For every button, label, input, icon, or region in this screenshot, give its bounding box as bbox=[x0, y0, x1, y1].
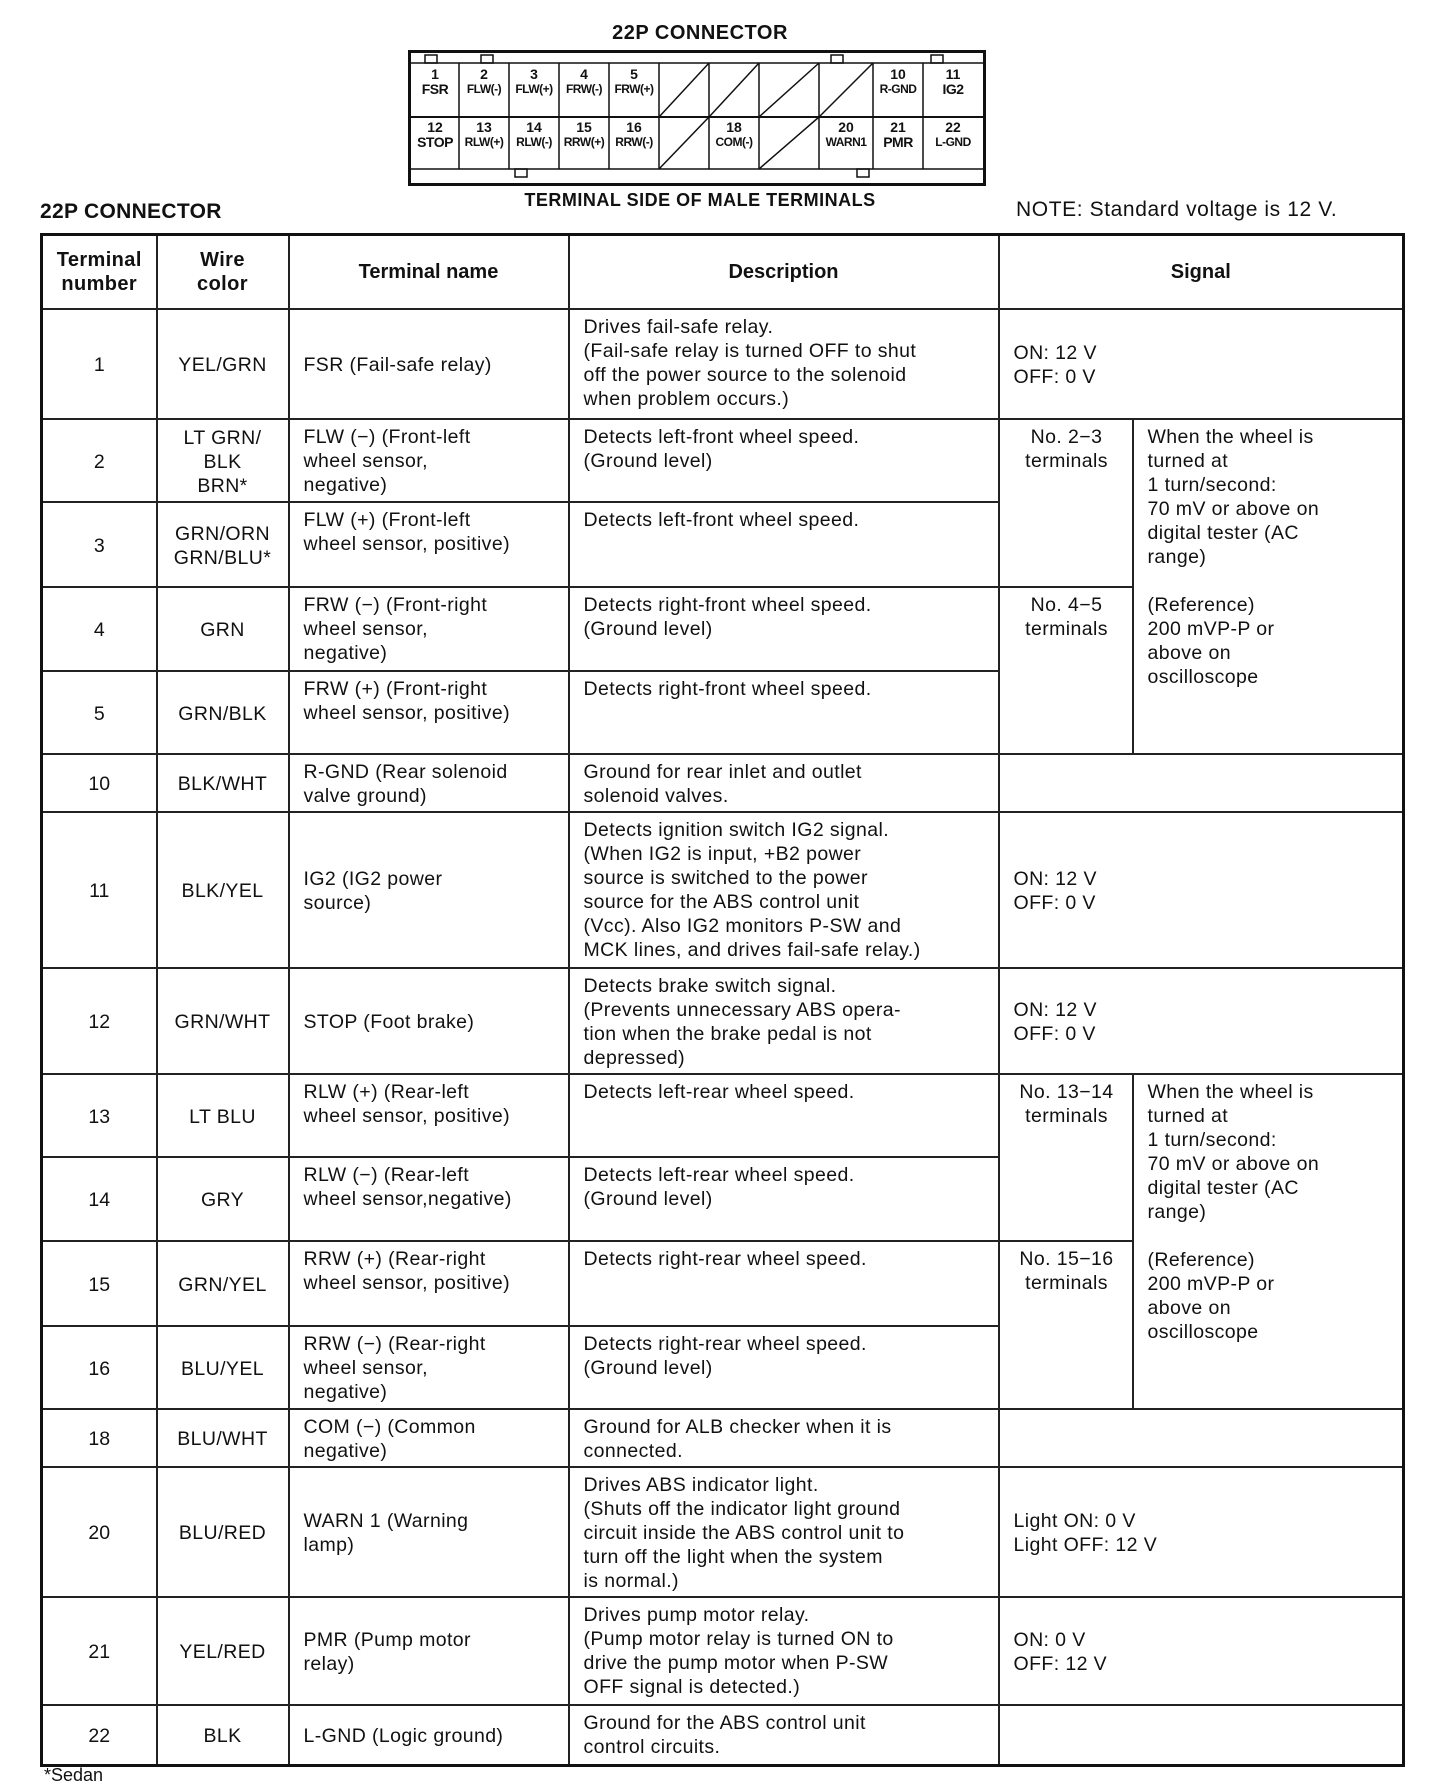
pin-2 bbox=[459, 67, 509, 97]
pin-number: 4 bbox=[580, 66, 588, 82]
footnote: *Sedan bbox=[44, 1765, 104, 1785]
pin-label: WARN1 bbox=[825, 135, 867, 149]
signal-wheel-note-front: When the wheel is turned at 1 turn/second: 70 mV or above on digital tester (AC range) (Reference) 200 mVP-P or above on oscilloscope bbox=[1133, 419, 1404, 754]
terminal-number: 4 bbox=[42, 587, 157, 671]
terminal-name: RRW (−) (Rear-right wheel sensor, negative) bbox=[289, 1326, 569, 1409]
wire-color: LT GRN/ BLK BRN* bbox=[157, 419, 289, 502]
terminal-number: 13 bbox=[42, 1074, 157, 1157]
terminal-number: 21 bbox=[42, 1597, 157, 1705]
pin-13 bbox=[459, 120, 509, 150]
pin-number: 1 bbox=[431, 66, 439, 82]
terminal-name: R-GND (Rear solenoid valve ground) bbox=[289, 754, 569, 812]
terminal-number: 5 bbox=[42, 671, 157, 754]
table-row bbox=[42, 812, 1404, 968]
terminal-name: WARN 1 (Warning lamp) bbox=[289, 1467, 569, 1597]
header-signal: Signal bbox=[999, 235, 1404, 310]
pin-10 bbox=[873, 67, 923, 97]
pin-number: 10 bbox=[890, 66, 906, 82]
table-row bbox=[42, 754, 1404, 812]
table-row bbox=[42, 309, 1404, 419]
pin-label: FRW(-) bbox=[565, 82, 603, 96]
pin-label: FSR bbox=[421, 81, 449, 97]
terminal-name: RLW (−) (Rear-left wheel sensor,negative) bbox=[289, 1157, 569, 1241]
terminal-number: 18 bbox=[42, 1409, 157, 1467]
terminal-name: FLW (−) (Front-left wheel sensor, negative) bbox=[289, 419, 569, 502]
pin-20 bbox=[819, 120, 873, 150]
terminal-name: FRW (+) (Front-right wheel sensor, positive) bbox=[289, 671, 569, 754]
connector-title: 22P CONNECTOR bbox=[612, 22, 788, 44]
signal: ON: 12 V OFF: 0 V bbox=[999, 812, 1404, 968]
description: Detects left-front wheel speed. (Ground level) bbox=[569, 419, 999, 502]
terminal-name: RRW (+) (Rear-right wheel sensor, positive) bbox=[289, 1241, 569, 1326]
pin-number: 13 bbox=[476, 119, 492, 135]
description: Detects ignition switch IG2 signal. (When IG2 is input, +B2 power source is switched to the power source for the ABS control unit (Vcc). Also IG2 monitors P-SW and MCK lines, and drives fail-safe relay.) bbox=[569, 812, 999, 968]
description: Detects right-front wheel speed. (Ground level) bbox=[569, 587, 999, 671]
pin-number: 18 bbox=[726, 119, 742, 135]
wire-color: YEL/GRN bbox=[157, 309, 289, 419]
wire-color: LT BLU bbox=[157, 1074, 289, 1157]
wire-color: BLU/RED bbox=[157, 1467, 289, 1597]
pin-number: 21 bbox=[890, 119, 906, 135]
signal: ON: 12 V OFF: 0 V bbox=[999, 968, 1404, 1074]
terminal-number: 10 bbox=[42, 754, 157, 812]
pin-12 bbox=[411, 120, 459, 150]
terminal-number: 12 bbox=[42, 968, 157, 1074]
description: Detects right-rear wheel speed. bbox=[569, 1241, 999, 1326]
pin-number: 2 bbox=[480, 66, 488, 82]
pin-label: IG2 bbox=[942, 81, 964, 97]
description: Detects right-front wheel speed. bbox=[569, 671, 999, 754]
terminal-name: STOP (Foot brake) bbox=[289, 968, 569, 1074]
pin-label: COM(-) bbox=[715, 135, 753, 149]
table-row bbox=[42, 419, 1404, 502]
signal: ON: 12 V OFF: 0 V bbox=[999, 309, 1404, 419]
pin-21 bbox=[873, 120, 923, 150]
terminal-name: FSR (Fail-safe relay) bbox=[289, 309, 569, 419]
pin-number: 12 bbox=[427, 119, 443, 135]
description: Detects left-front wheel speed. bbox=[569, 502, 999, 587]
wire-color: GRY bbox=[157, 1157, 289, 1241]
signal: ON: 0 V OFF: 12 V bbox=[999, 1597, 1404, 1705]
pin-label: PMR bbox=[883, 134, 913, 150]
pin-label: RLW(+) bbox=[464, 135, 504, 149]
wire-color: GRN/BLK bbox=[157, 671, 289, 754]
pin-16 bbox=[609, 120, 659, 150]
pin-label: RRW(-) bbox=[615, 135, 653, 149]
wire-color: BLU/YEL bbox=[157, 1326, 289, 1409]
signal-group-rear-left: No. 13−14 terminals bbox=[999, 1074, 1133, 1241]
pin-label: FLW(-) bbox=[466, 82, 502, 96]
table-row bbox=[42, 1409, 1404, 1467]
table-header-row bbox=[42, 235, 1404, 310]
pin-number: 15 bbox=[576, 119, 592, 135]
header-wire-color: Wire color bbox=[157, 235, 289, 310]
section-title: 22P CONNECTOR bbox=[40, 200, 222, 223]
terminal-number: 22 bbox=[42, 1705, 157, 1766]
table-row bbox=[42, 968, 1404, 1074]
voltage-note: NOTE: Standard voltage is 12 V. bbox=[1016, 198, 1338, 221]
wire-color: BLK/YEL bbox=[157, 812, 289, 968]
pin-3 bbox=[509, 67, 559, 97]
pin-number: 22 bbox=[945, 119, 961, 135]
pin-5 bbox=[609, 67, 659, 97]
terminal-number: 20 bbox=[42, 1467, 157, 1597]
table-row bbox=[42, 1597, 1404, 1705]
pin-label: R-GND bbox=[879, 82, 917, 96]
pin-number: 16 bbox=[626, 119, 642, 135]
description: Drives ABS indicator light. (Shuts off the indicator light ground circuit inside the ABS control unit to turn off the light when the system is normal.) bbox=[569, 1467, 999, 1597]
terminal-number: 2 bbox=[42, 419, 157, 502]
pin-label: FLW(+) bbox=[515, 82, 553, 96]
pin-1 bbox=[411, 67, 459, 97]
description: Detects right-rear wheel speed. (Ground level) bbox=[569, 1326, 999, 1409]
description: Ground for ALB checker when it is connected. bbox=[569, 1409, 999, 1467]
wire-color: GRN/ORN GRN/BLU* bbox=[157, 502, 289, 587]
signal-wheel-note-rear: When the wheel is turned at 1 turn/second: 70 mV or above on digital tester (AC range) (Reference) 200 mVP-P or above on oscilloscope bbox=[1133, 1074, 1404, 1409]
pin-4 bbox=[559, 67, 609, 97]
terminal-name: L-GND (Logic ground) bbox=[289, 1705, 569, 1766]
pin-15 bbox=[559, 120, 609, 150]
terminal-number: 16 bbox=[42, 1326, 157, 1409]
terminal-name: PMR (Pump motor relay) bbox=[289, 1597, 569, 1705]
pin-label: RRW(+) bbox=[563, 135, 605, 149]
terminal-number: 14 bbox=[42, 1157, 157, 1241]
pin-label: L-GND bbox=[935, 135, 971, 149]
terminal-name: IG2 (IG2 power source) bbox=[289, 812, 569, 968]
terminal-name: RLW (+) (Rear-left wheel sensor, positive) bbox=[289, 1074, 569, 1157]
wire-color: BLU/WHT bbox=[157, 1409, 289, 1467]
terminal-name: FLW (+) (Front-left wheel sensor, positive) bbox=[289, 502, 569, 587]
pin-number: 5 bbox=[630, 66, 638, 82]
connector-diagram bbox=[408, 50, 986, 186]
terminal-name: FRW (−) (Front-right wheel sensor, negative) bbox=[289, 587, 569, 671]
table-row bbox=[42, 1705, 1404, 1766]
pin-label: RLW(-) bbox=[516, 135, 552, 149]
terminal-name: COM (−) (Common negative) bbox=[289, 1409, 569, 1467]
pin-label: FRW(+) bbox=[614, 82, 654, 96]
signal bbox=[999, 1409, 1404, 1467]
description: Drives pump motor relay. (Pump motor relay is turned ON to drive the pump motor when P-SW OFF signal is detected.) bbox=[569, 1597, 999, 1705]
header-terminal-name: Terminal name bbox=[289, 235, 569, 310]
terminal-number: 1 bbox=[42, 309, 157, 419]
pin-11 bbox=[923, 67, 983, 97]
wire-color: BLK/WHT bbox=[157, 754, 289, 812]
terminal-number: 15 bbox=[42, 1241, 157, 1326]
wire-color: GRN/YEL bbox=[157, 1241, 289, 1326]
description: Detects brake switch signal. (Prevents unnecessary ABS opera- tion when the brake pedal is not depressed) bbox=[569, 968, 999, 1074]
terminal-number: 11 bbox=[42, 812, 157, 968]
description: Ground for the ABS control unit control circuits. bbox=[569, 1705, 999, 1766]
pin-18 bbox=[709, 120, 759, 150]
wire-color: GRN/WHT bbox=[157, 968, 289, 1074]
signal bbox=[999, 1705, 1404, 1766]
pin-14 bbox=[509, 120, 559, 150]
signal-group-front-right: No. 4−5 terminals bbox=[999, 587, 1133, 754]
wire-color: YEL/RED bbox=[157, 1597, 289, 1705]
pin-22 bbox=[923, 120, 983, 150]
signal-group-rear-right: No. 15−16 terminals bbox=[999, 1241, 1133, 1409]
table-row bbox=[42, 1074, 1404, 1157]
signal bbox=[999, 754, 1404, 812]
pin-number: 11 bbox=[945, 66, 961, 82]
description: Drives fail-safe relay. (Fail-safe relay is turned OFF to shut off the power source to the solenoid when problem occurs.) bbox=[569, 309, 999, 419]
description: Detects left-rear wheel speed. bbox=[569, 1074, 999, 1157]
signal: Light ON: 0 V Light OFF: 12 V bbox=[999, 1467, 1404, 1597]
terminal-number: 3 bbox=[42, 502, 157, 587]
pin-number: 20 bbox=[838, 119, 854, 135]
wire-color: BLK bbox=[157, 1705, 289, 1766]
pin-number: 3 bbox=[530, 66, 538, 82]
header-terminal-number: Terminal number bbox=[42, 235, 157, 310]
signal-group-front-left: No. 2−3 terminals bbox=[999, 419, 1133, 587]
table-row bbox=[42, 1467, 1404, 1597]
pin-label: STOP bbox=[417, 134, 453, 150]
wire-color: GRN bbox=[157, 587, 289, 671]
connector-caption: TERMINAL SIDE OF MALE TERMINALS bbox=[524, 190, 876, 210]
header-description: Description bbox=[569, 235, 999, 310]
terminal-table bbox=[40, 233, 1405, 1767]
description: Detects left-rear wheel speed. (Ground level) bbox=[569, 1157, 999, 1241]
pin-number: 14 bbox=[526, 119, 542, 135]
description: Ground for rear inlet and outlet solenoid valves. bbox=[569, 754, 999, 812]
